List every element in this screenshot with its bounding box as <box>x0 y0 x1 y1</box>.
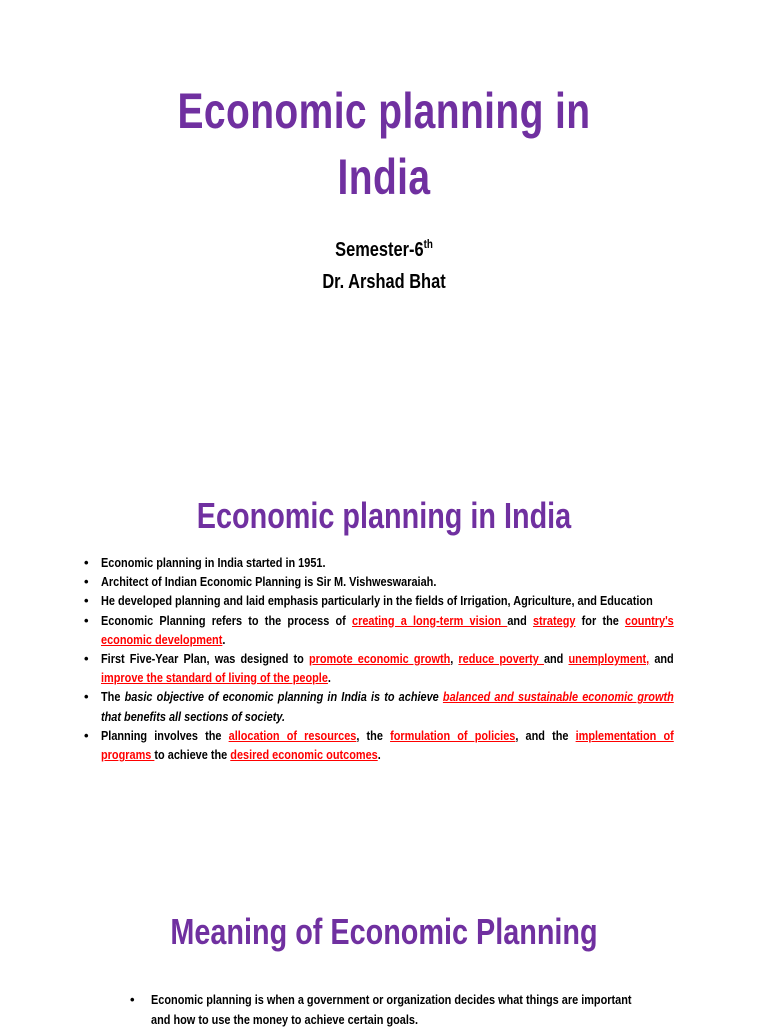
list-item <box>84 611 674 649</box>
italic-phrase: basic objective of economic planning in India is to achieve <box>124 689 443 705</box>
text-run: and <box>507 612 533 628</box>
list-item <box>84 687 674 725</box>
highlight-phrase: balanced and sustainable economic growth <box>442 689 674 705</box>
author-name: Dr. Arshad Bhat <box>322 271 446 293</box>
bullet-text <box>101 687 674 725</box>
text-run: for the <box>575 612 626 628</box>
bullet-text <box>101 649 674 687</box>
text-run: , and the <box>515 727 576 743</box>
list-item <box>84 553 674 572</box>
bullet-text <box>101 611 674 649</box>
highlight-phrase: improve the standard of living of the people <box>101 670 328 686</box>
text-run: , <box>450 651 459 667</box>
bullet-text: • Architect of Indian Economic Planning is Sir M. Vishweswaraiah. <box>101 574 437 590</box>
bullet-list-planning <box>84 553 674 764</box>
semester-superscript: th <box>423 237 433 251</box>
list-item <box>84 591 674 610</box>
list-item <box>84 649 674 687</box>
bullet-text <box>101 726 674 764</box>
text-run: , the <box>356 727 391 743</box>
bullet-text: • He developed planning and laid emphasis particularly in the fields of Irrigation, Agriculture, and Education <box>101 593 653 609</box>
text-run: . <box>327 670 331 686</box>
highlight-phrase: implementation of programs <box>101 727 674 763</box>
semester-text: Semester-6 <box>335 239 424 261</box>
text-run: First Five-Year Plan, was designed to <box>101 651 309 667</box>
section-heading-planning: Economic planning in India <box>196 495 572 536</box>
highlight-phrase: allocation of resources <box>228 727 357 743</box>
text-run: and <box>649 651 674 667</box>
bullet-text: • Economic planning is when a government or organization decides what things are important and how to use the money to achieve certain goals. <box>151 992 632 1027</box>
title-line-1: Economic planning in <box>177 83 591 139</box>
list-item <box>84 572 674 591</box>
bullet-text: • Economic planning in India started in 1951. <box>101 555 326 570</box>
text-run: to achieve the <box>154 747 231 763</box>
semester-line <box>69 234 699 266</box>
list-item <box>84 726 674 764</box>
text-run: and <box>543 651 569 667</box>
highlight-phrase: reduce poverty <box>458 651 544 667</box>
highlight-phrase: country's economic development <box>101 612 674 647</box>
highlight-phrase: formulation of policies <box>390 727 516 743</box>
italic-phrase: that benefits all sections of society. <box>101 708 286 724</box>
title-line-2: India <box>337 149 431 205</box>
highlight-phrase: creating a long-term vision <box>352 612 508 628</box>
highlight-phrase: strategy <box>532 612 576 628</box>
section-heading-meaning: Meaning of Economic Planning <box>170 911 598 952</box>
page-title <box>84 78 683 210</box>
text-run: . <box>222 631 226 647</box>
subtitle-block <box>69 234 699 298</box>
text-run: Economic Planning refers to the process of <box>101 612 353 628</box>
text-run: The <box>101 689 125 705</box>
text-run: Planning involves the <box>101 727 229 743</box>
highlight-phrase: unemployment, <box>568 651 650 667</box>
bullet-list-meaning <box>130 990 650 1030</box>
highlight-phrase: desired economic outcomes <box>230 747 378 763</box>
text-run: . <box>377 747 381 763</box>
list-item <box>130 990 650 1030</box>
highlight-phrase: promote economic growth <box>308 651 451 667</box>
